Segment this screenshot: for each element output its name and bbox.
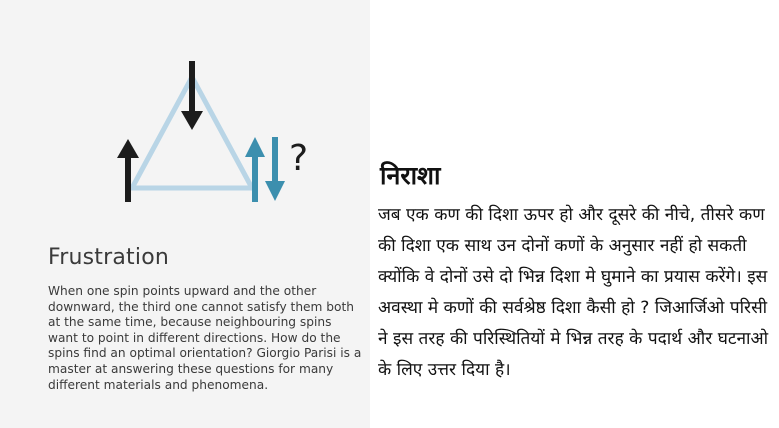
question-mark: ? bbox=[289, 138, 309, 179]
spin-frustration-diagram bbox=[100, 55, 330, 215]
english-panel bbox=[0, 0, 370, 428]
frustrated-spin-down-arrow-icon bbox=[265, 137, 285, 201]
spin-up-arrow-icon bbox=[117, 139, 139, 202]
frustrated-spin-up-arrow-icon bbox=[245, 137, 265, 202]
hindi-title: निराशा bbox=[380, 161, 441, 190]
hindi-caption: जब एक कण की दिशा ऊपर हो और दूसरे की नीचे, तीसरे कण की दिशा एक साथ उन दोनों कणों के अनुसार नहीं हो सकती क्योंकि वे दोनों उसे दो भिन्न दिशा मे घुमाने का प्रयास करेंगे। इस अवस्था मे कणों की सर्वश्रेष्ठ दिशा कैसी हो ? जिआर्जिओ परिसी ने इस तरह की परिस्थितियों मे भिन्न तरह के पदार्थ और घटनाओ के लिए उत्तर दिया है। bbox=[378, 205, 769, 380]
english-caption: When one spin points upward and the other downward, the third one cannot satisfy them both at the same time, because neighbouring spins want to point in different directions. How do the spins find an optimal orientation? Giorgio Parisi is a master at answering these questions for many different materials and phenomena. bbox=[48, 284, 362, 392]
english-title: Frustration bbox=[48, 245, 169, 270]
